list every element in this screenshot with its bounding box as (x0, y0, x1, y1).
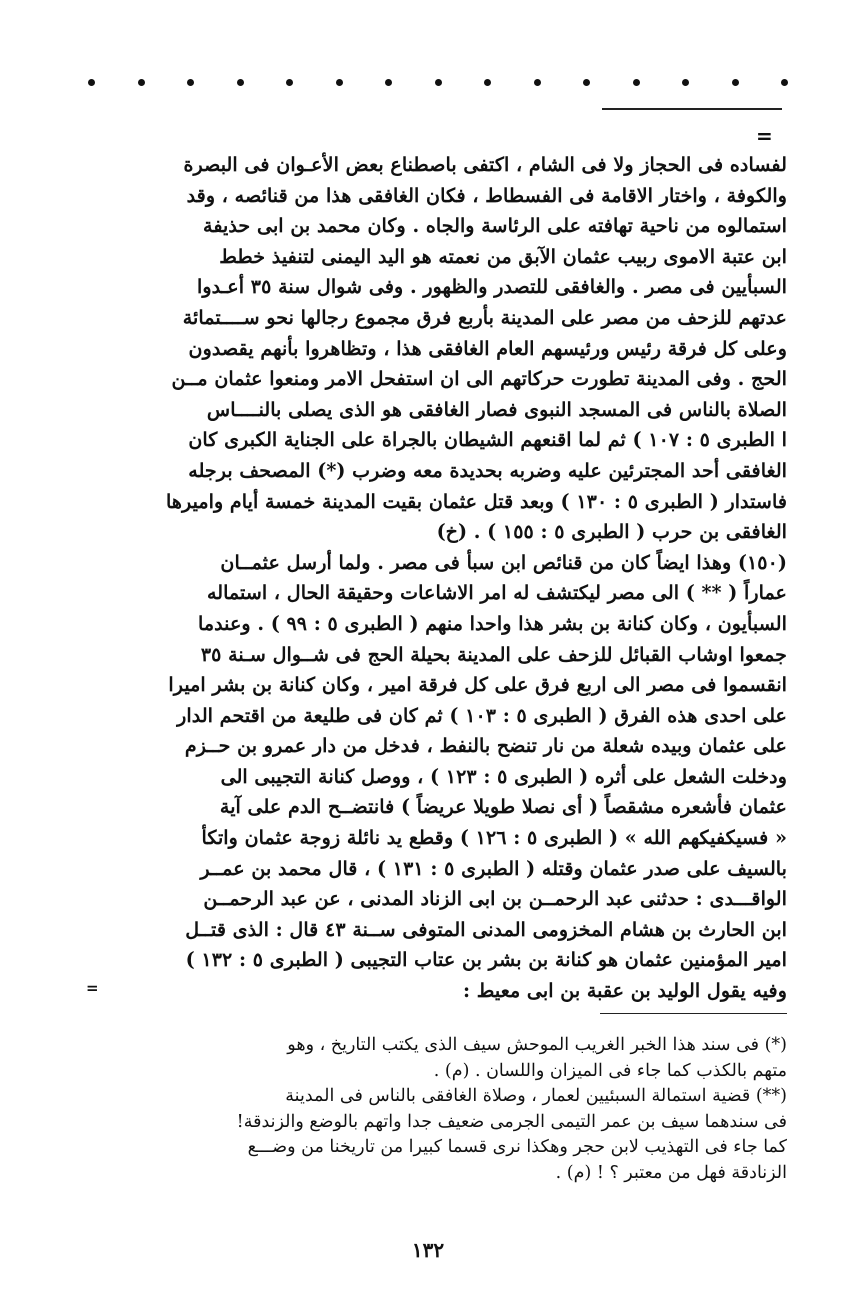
ornament-dot (583, 79, 590, 86)
header-dot-ornament (88, 70, 788, 94)
text-line: الغافقى أحد المجترئين عليه وضربه بحديدة معه وضرب (*) المصحف برجله (188, 458, 787, 482)
text-line: عثمان فأشعره مشقصاً ( أى نصلا طويلا عريضاً ) فانتضــح الدم على آية (219, 795, 787, 819)
ornament-dot (732, 79, 739, 86)
text-line: عماراً ( ** ) الى مصر ليكتشف له امر الاشاعات وحقيقة الحال ، استماله (206, 581, 787, 605)
footnote-line: (**) قضية استمالة السبئيين لعمار ، وصلاة الغافقى بالناس فى المدينة (285, 1086, 787, 1107)
footnote-line: الزنادقة فهل من معتبر ؟ ! (م) . (555, 1162, 787, 1183)
continuation-mark-bottom: = (86, 979, 99, 997)
text-line: لفساده فى الحجاز ولا فى الشام ، اكتفى باصطناع بعض الأعـوان فى البصرة (183, 153, 787, 176)
text-line: بالسيف على صدر عثمان وقتله ( الطبرى ٥ : ١٣١ ) ، قال محمد بن عمــر (200, 856, 787, 880)
ornament-dot (187, 79, 194, 86)
ornament-dot (682, 79, 689, 86)
text-line: ابن عتبة الاموى ربيب عثمان الآبق من نعمته هو اليد اليمنى لتنفيذ خطط (219, 244, 787, 268)
text-line: جمعوا اوشاب القبائل للزحف على المدينة بحيلة الحج فى شــوال سـنة ٣٥ (200, 642, 787, 666)
ornament-dot (336, 79, 343, 86)
text-line: وعلى كل فرقة رئيس ورئيسهم العام الغافقى هذا ، وتظاهروا بأنهم يقصدون (188, 336, 787, 360)
ornament-dot (435, 79, 442, 86)
footnote-line: متهم بالكذب كما جاء فى الميزان واللسان . (م) . (433, 1060, 787, 1081)
ornament-dot (484, 79, 491, 86)
text-line: على عثمان وبيده شعلة من نار تنضح بالنفط ، فدخل من دار عمرو بن حــزم (184, 734, 787, 758)
footnote-line: كما جاء فى التهذيب لابن حجر وهكذا نرى قسما كبيرا من تاريخنا من وضـــع (247, 1137, 787, 1158)
footnote-line: فى سندهما سيف بن عمر التيمى الجرمى ضعيف جدا واتهم بالوضع والزندقة! (236, 1111, 787, 1132)
footnote-line: (*) فى سند هذا الخبر الغريب الموحش سيف الذى يكتب التاريخ ، وهو (287, 1035, 787, 1055)
ornament-dot (88, 79, 95, 86)
text-line: وفيه يقول الوليد بن عقبة بن ابى معيط : (462, 979, 787, 1003)
text-line: « فسيكفيكهم الله » ( الطبرى ٥ : ١٢٦ ) وقطع يد نائلة زوجة عثمان واتكأ (201, 826, 787, 850)
ornament-dot (633, 79, 640, 86)
text-line: والكوفة ، واختار الاقامة فى الفسطاط ، فكان الغافقى هذا من قنائصه ، وقد (186, 183, 787, 207)
header-rule (602, 108, 782, 110)
footnote-rule (600, 1013, 787, 1014)
text-line: السبأيين فى مصر . والغافقى للتصدر والظهور . وفى شوال سنة ٣٥ أعـدوا (197, 275, 787, 299)
ornament-dot (781, 79, 788, 86)
text-line: الحج . وفى المدينة تطورت حركاتهم الى ان استفحل الامر ومنعوا عثمان مــن (171, 367, 787, 391)
ornament-dot (138, 79, 145, 86)
text-line: (١٥٠) وهذا ايضاً كان من قنائص ابن سبأ فى مصر . ولما أرسل عثمــان (220, 550, 787, 574)
page-number: ١٣٢ (411, 1238, 445, 1262)
text-line: امير المؤمنين عثمان هو كنانة بن بشر بن عتاب التجيبى ( الطبرى ٥ : ١٣٢ ) (185, 948, 787, 972)
ornament-dot (286, 79, 293, 86)
text-line: ودخلت الشعل على أثره ( الطبرى ٥ : ١٢٣ ) ، ووصل كنانة التجيبى الى (220, 764, 787, 788)
footnotes-block (92, 1033, 787, 1187)
ornament-dot (534, 79, 541, 86)
text-line: عدتهم للزحف من مصر على المدينة بأربع فرق مجموع رجالها نحو ســــتمائة (182, 305, 787, 329)
text-line: فاستدار ( الطبرى ٥ : ١٣٠ ) وبعد قتل عثمان بقيت المدينة خمسة أيام واميرها (166, 489, 787, 513)
text-line: الصلاة بالناس فى المسجد النبوى فصار الغافقى هو الذى يصلى بالنــــاس (206, 397, 787, 421)
ornament-dot (385, 79, 392, 86)
text-line: انقسموا فى مصر الى اربع فرق على كل فرقة امير ، وكان كنانة بن بشر اميرا (168, 673, 787, 697)
text-line: ابن الحارث بن هشام المخزومى المدنى المتوفى ســنة ٤٣ قال : الذى قتــل (185, 917, 787, 941)
text-line: ا الطبرى ٥ : ١٠٧ ) ثم لما اقنعهم الشيطان بالجراة على الجناية الكبرى كان (188, 428, 787, 452)
continuation-mark: = (756, 124, 773, 148)
text-line: الواقـــدى : حدثنى عبد الرحمــن بن ابى الزناد المدنى ، عن عبد الرحمــن (203, 887, 787, 911)
text-line: الغافقى بن حرب ( الطبرى ٥ : ١٥٥ ) . (خ) (436, 520, 787, 544)
main-text-block (92, 150, 787, 1007)
text-line: استمالوه من ناحية تهافته على الرئاسة والجاه . وكان محمد بن ابى حذيفة (203, 214, 787, 238)
text-line: على احدى هذه الفرق ( الطبرى ٥ : ١٠٣ ) ثم كان فى طليعة من اقتحم الدار (177, 703, 787, 727)
ornament-dot (237, 79, 244, 86)
text-line: السبأيون ، وكان كنانة بن بشر هذا واحدا منهم ( الطبرى ٥ : ٩٩ ) . وعندما (197, 611, 787, 635)
